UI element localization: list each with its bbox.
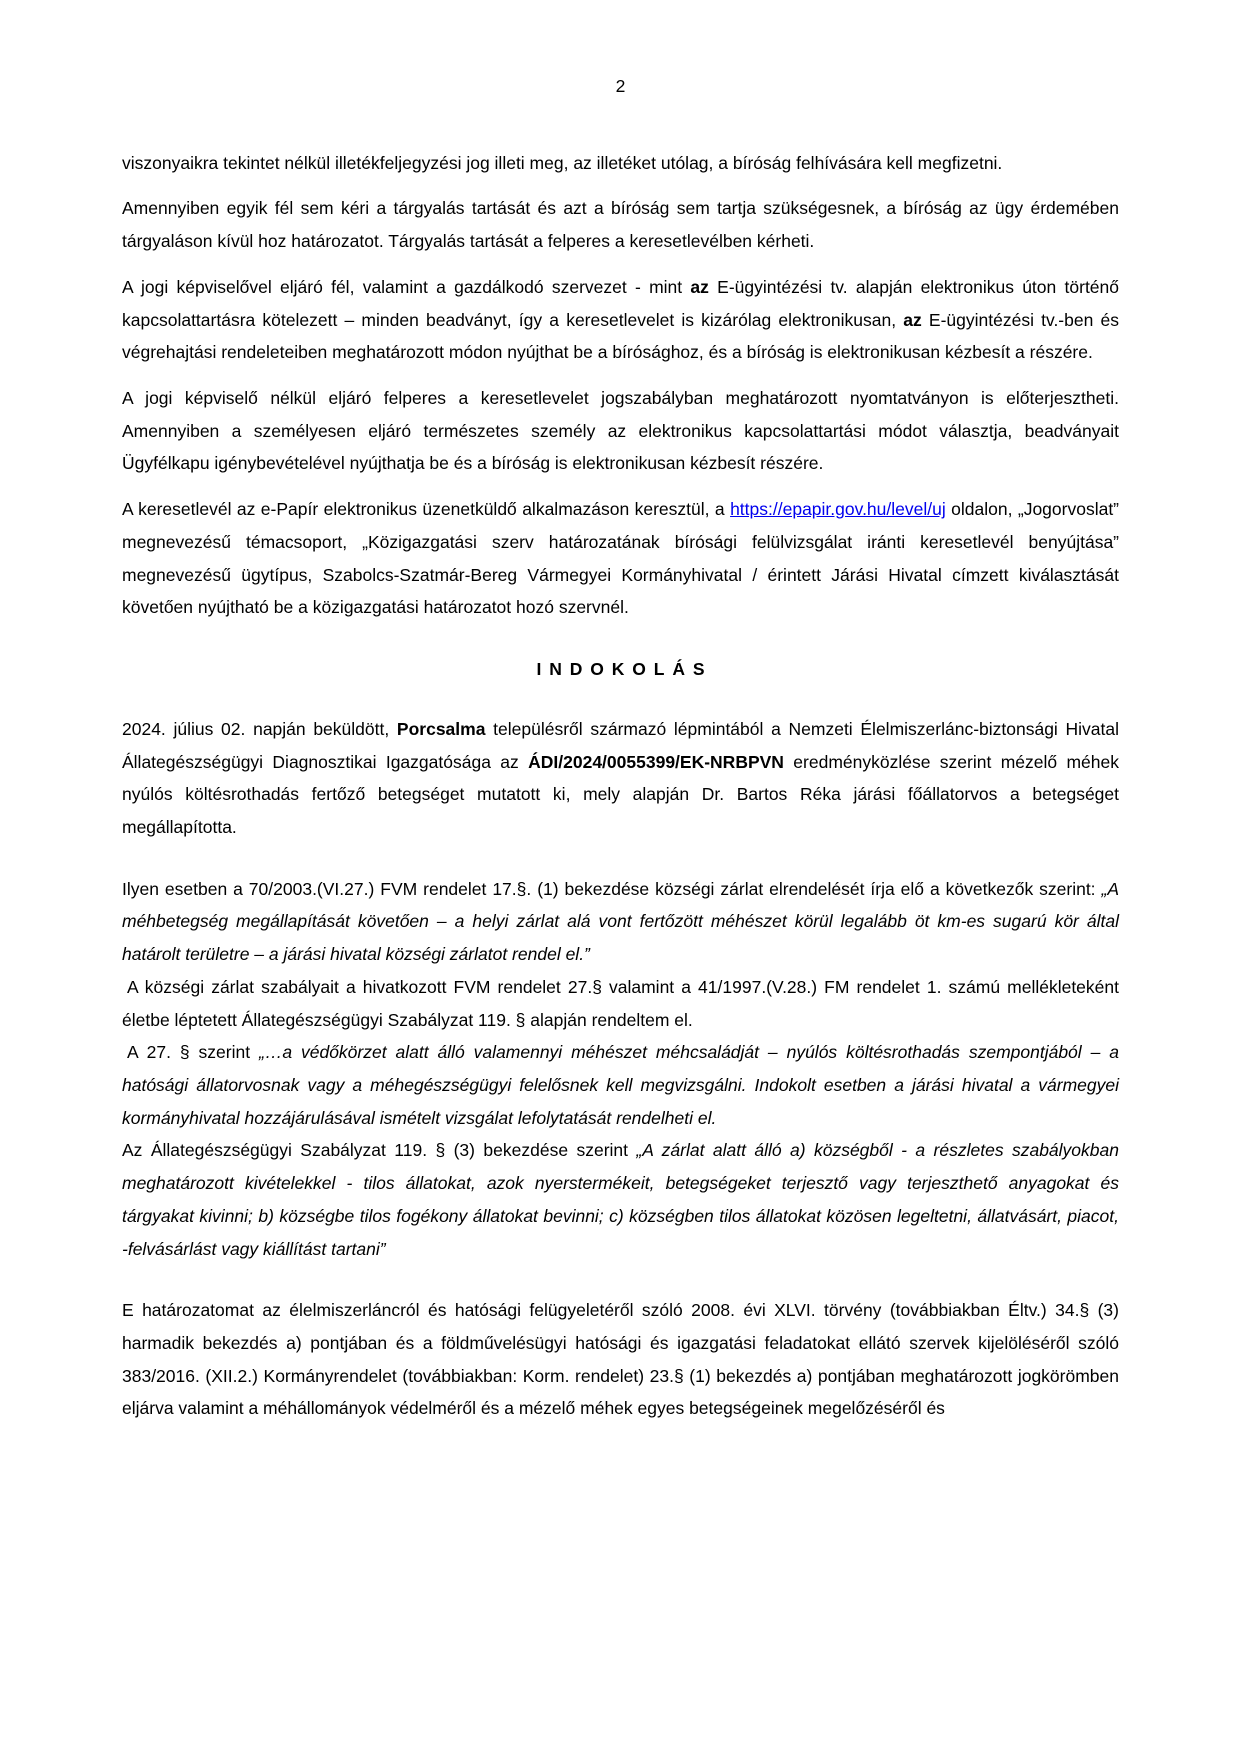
epapir-link[interactable]: https://epapir.gov.hu/level/uj — [730, 499, 946, 520]
page-number: 2 — [615, 76, 626, 96]
section-heading-indokolas: INDOKOLÁS — [536, 659, 713, 680]
quote-italic-segment: „…a védőkörzet alatt álló valamennyi méhészet méhcsaládját – nyúlós költésrothadás szempontjából – a hatósági állatorvosnak vagy a méhegészségügyi felelősnek kell megvizsgálni. Indokolt esetben a járási hivatal a vármegyei kormányhivatal hozzájárulásával ismételt vizsgálat lefolytatását rendelheti el. — [122, 1042, 1119, 1128]
text-segment: eredményközlése szerint mézelő méhek nyúlós költésrothadás fertőző betegséget mutatott ki, mely alapján Dr. Bartos Réka járási főállatorvos a betegséget megállapította. — [122, 751, 1119, 837]
bold-segment: az — [903, 309, 922, 330]
para-27-paragrafus — [122, 1036, 1119, 1134]
para-jogkor-hivatkozasok — [122, 1294, 1119, 1425]
para-epapir-benyujtas — [122, 493, 1119, 624]
text-segment: A jogi képviselő nélkül eljáró felperes a keresetlevelet jogszabályban meghatározott nyomtatványon is előterjesztheti. Amennyiben a személyesen eljáró természetes személy az elektronikus kapcsolattartási módot választja, beadványait Ügyfélkapu igénybevételével nyújthatja be és a bíróság is elektronikusan kézbesít részére. — [122, 388, 1119, 474]
bold-segment: az — [690, 276, 709, 297]
text-segment: 2024. július 02. napján beküldött, — [122, 718, 397, 739]
para-szabalyzat-119 — [122, 1134, 1119, 1265]
text-segment: A községi zárlat szabályait a hivatkozott FVM rendelet 27.§ valamint a 41/1997.(V.28.) FM rendelet 1. számú mellékleteként életbe léptetett Állategészségügyi Szabályzat 119. § alapján rendeltem el. — [122, 976, 1119, 1030]
text-segment: Az Állategészségügyi Szabályzat 119. § (3) bekezdése szerint — [122, 1140, 637, 1161]
para-illetekfeljegyzes — [122, 147, 1119, 180]
para-elektronikus-kapcsolattartas — [122, 271, 1119, 369]
text-segment: E-ügyintézési tv. alapján elektronikus úton történő kapcsolattartásra kötelezett – minden beadványt, így a keresetlevelet is kizárólag elektronikusan, — [122, 276, 1119, 330]
text-segment: A 27. § szerint — [127, 1042, 259, 1063]
text-segment: A keresetlevél az e-Papír elektronikus üzenetküldő alkalmazáson keresztül, a — [122, 499, 731, 520]
bold-segment-telepules: Porcsalma — [396, 718, 486, 739]
text-segment: Amennyiben egyik fél sem kéri a tárgyalás tartását és azt a bíróság sem tartja szükségesnek, a bíróság az ügy érdemében tárgyaláson kívül hoz határozatot. Tárgyalás tartását a felperes a keresetlevélben kérheti. — [122, 198, 1119, 252]
quote-italic-segment: „A méhbetegség megállapítását követően – a helyi zárlat alá vont fertőzött méhészet körül legalább öt km-es sugarú kör által határolt területre – a járási hivatal községi zárlatot rendel el.” — [122, 878, 1119, 965]
para-nyomtatvany-ugyfelkapu — [122, 382, 1119, 480]
text-segment: E határozatomat az élelmiszerláncról és hatósági felügyeletéről szóló 2008. évi XLVI. törvény (továbbiakban Éltv.) 34.§ (3) harmadik bekezdés a) pontjában és a földművelésügyi hatósági és igazgatási feladatokat ellátó szervek kijelöléséről szóló 383/2016. (XII.2.) Kormányrendelet (továbbiakban: Korm. rendelet) 23.§ (1) bekezdés a) pontjában meghatározott jogkörömben eljárva valamint a méhállományok védelméről és a mézelő méhek egyes betegségeinek megelőzéséről és — [122, 1300, 1119, 1419]
text-segment: A jogi képviselővel eljáró fél, valamint a gazdálkodó szervezet - mint — [122, 276, 691, 297]
quote-italic-segment: „A zárlat alatt álló a) községből - a részletes szabályokban meghatározott kivételekkel - tilos állatokat, azok nyerstermékeit, betegségeket terjesztő vagy terjeszthető anyagokat és tárgyakat kivinni; b) községbe tilos fogékony állatokat bevinni; c) községben tilos állatokat közösen legeltetni, állatvásárt, piacot, -felvásárlást vagy kiállítást tartani” — [122, 1140, 1119, 1259]
para-targyalas-tartasa — [122, 192, 1119, 257]
text-segment: E-ügyintézési tv.-ben és végrehajtási rendeleteiben meghatározott módon nyújthat be a bírósághoz, és a bíróság is elektronikusan kézbesít a részére. — [122, 309, 1119, 363]
para-diagnosztikai-eredmeny — [122, 713, 1119, 844]
para-kozsegi-zarlat-szabalyai — [122, 971, 1119, 1036]
bold-segment-ugyiratszam: ÁDI/2024/0055399/EK-NRBPVN — [528, 751, 784, 772]
text-segment: Ilyen esetben a 70/2003.(VI.27.) FVM rendelet 17.§. (1) bekezdése községi zárlat elrendelését írja elő a következők szerint: — [122, 878, 1102, 899]
text-segment: településről származó lépmintából a Nemzeti Élelmiszerlánc-biztonsági Hivatal Állategészségügyi Diagnosztikai Igazgatósága az — [122, 718, 1120, 772]
text-segment: viszonyaikra tekintet nélkül illetékfeljegyzési jog illeti meg, az illetéket utólag, a bíróság felhívására kell megfizetni. — [122, 152, 1003, 173]
para-fvm-rendelet-17 — [122, 873, 1119, 971]
text-segment: oldalon, „Jogorvoslat” megnevezésű témacsoport, „Közigazgatási szerv határozatának bírósági felülvizsgálat iránti keresetlevél benyújtása” megnevezésű ügytípus, Szabolcs-Szatmár-Bereg Vármegyei Kormányhivatal / érintett Járási Hivatal címzett kiválasztását követően nyújtható be a közigazgatási határozatot hozó szervnél. — [122, 499, 1120, 618]
